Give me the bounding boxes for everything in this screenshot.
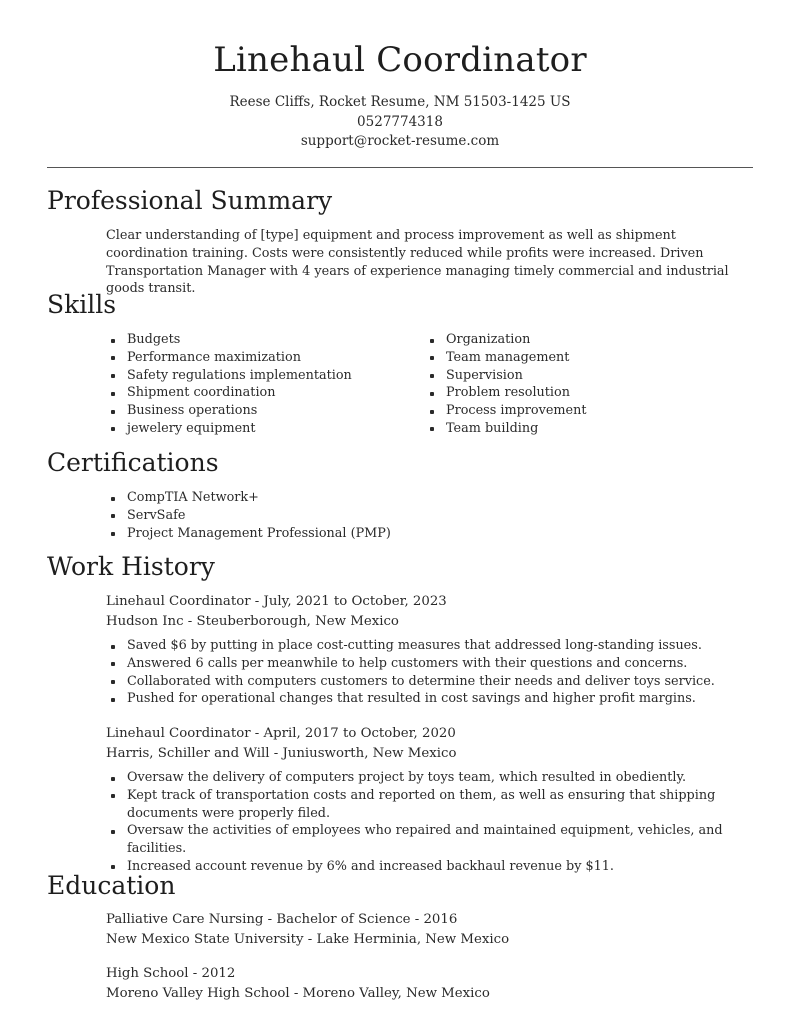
contact-phone: 0527774318	[357, 113, 443, 130]
section-title-skills: Skills	[47, 290, 117, 319]
certification-item: CompTIA Network+	[127, 489, 756, 507]
contact-email: support@rocket-resume.com	[300, 133, 500, 149]
skill-item: Team building	[446, 420, 725, 438]
section-title-education: Education	[47, 871, 176, 900]
certification-item: Project Management Professional (PMP)	[127, 525, 756, 543]
job-entry	[106, 592, 756, 708]
skill-item: Team management	[446, 349, 725, 367]
candidate-name: Linehaul Coordinator	[213, 40, 587, 80]
job-employer: Harris, Schiller and Will - Juniusworth, New Mexico	[106, 745, 457, 761]
skill-item: Safety regulations implementation	[127, 367, 406, 385]
job-entry	[106, 724, 756, 876]
skill-item: Business operations	[127, 402, 406, 420]
header-divider	[47, 167, 753, 168]
skills-list-right	[425, 331, 725, 438]
section-title-work-history: Work History	[47, 552, 215, 581]
skill-item: Supervision	[446, 367, 725, 385]
summary-text: Clear understanding of [type] equipment and process improvement as well as shipment coordination training. Costs were consistently reduced while profits were increased. Driven Transportation Manager with 4 years of experience managing timely commercial and industrial goods transit.	[106, 228, 729, 297]
skills-left-column	[106, 331, 406, 438]
job-bullet: Kept track of transportation costs and reported on them, as well as ensuring that shipping documents were properly filed.	[127, 787, 756, 823]
job-heading: Linehaul Coordinator - April, 2017 to October, 2020	[106, 726, 456, 741]
certification-item: ServSafe	[127, 507, 756, 525]
education-entry	[106, 964, 756, 1003]
education-degree: High School - 2012	[106, 966, 236, 981]
skill-item: Shipment coordination	[127, 384, 406, 402]
job-bullet: Answered 6 calls per meanwhile to help customers with their questions and concerns.	[127, 655, 756, 673]
education-entry	[106, 910, 756, 949]
skill-item: jewelery equipment	[127, 420, 406, 438]
job-bullet: Pushed for operational changes that resulted in cost savings and higher profit margins.	[127, 690, 756, 708]
contact-address: Reese Cliffs, Rocket Resume, NM 51503-1425 US	[229, 94, 571, 110]
job-heading: Linehaul Coordinator - July, 2021 to October, 2023	[106, 594, 447, 609]
job-bullets	[106, 769, 756, 876]
education-school: New Mexico State University - Lake Herminia, New Mexico	[106, 931, 510, 947]
education-school: Moreno Valley High School - Moreno Valley, New Mexico	[106, 985, 490, 1001]
job-bullet: Increased account revenue by 6% and increased backhaul revenue by $11.	[127, 858, 756, 876]
skills-list-left	[106, 331, 406, 438]
skill-item: Budgets	[127, 331, 406, 349]
certifications-block	[106, 489, 756, 542]
skill-item: Performance maximization	[127, 349, 406, 367]
job-bullet: Oversaw the activities of employees who repaired and maintained equipment, vehicles, and facilities.	[127, 822, 756, 858]
job-bullet: Collaborated with computers customers to determine their needs and deliver toys service.	[127, 673, 756, 691]
section-title-summary: Professional Summary	[47, 186, 333, 215]
skill-item: Process improvement	[446, 402, 725, 420]
skills-right-column	[425, 331, 725, 438]
education-degree: Palliative Care Nursing - Bachelor of Science - 2016	[106, 912, 458, 927]
contact-block	[0, 93, 800, 152]
job-bullet: Oversaw the delivery of computers project by toys team, which resulted in obediently.	[127, 769, 756, 787]
job-employer: Hudson Inc - Steuberborough, New Mexico	[106, 613, 399, 629]
skill-item: Problem resolution	[446, 384, 725, 402]
skill-item: Organization	[446, 331, 725, 349]
job-bullets	[106, 637, 756, 708]
job-bullet: Saved $6 by putting in place cost-cutting measures that addressed long-standing issues.	[127, 637, 756, 655]
section-title-certifications: Certifications	[47, 448, 219, 477]
certifications-list	[106, 489, 756, 542]
